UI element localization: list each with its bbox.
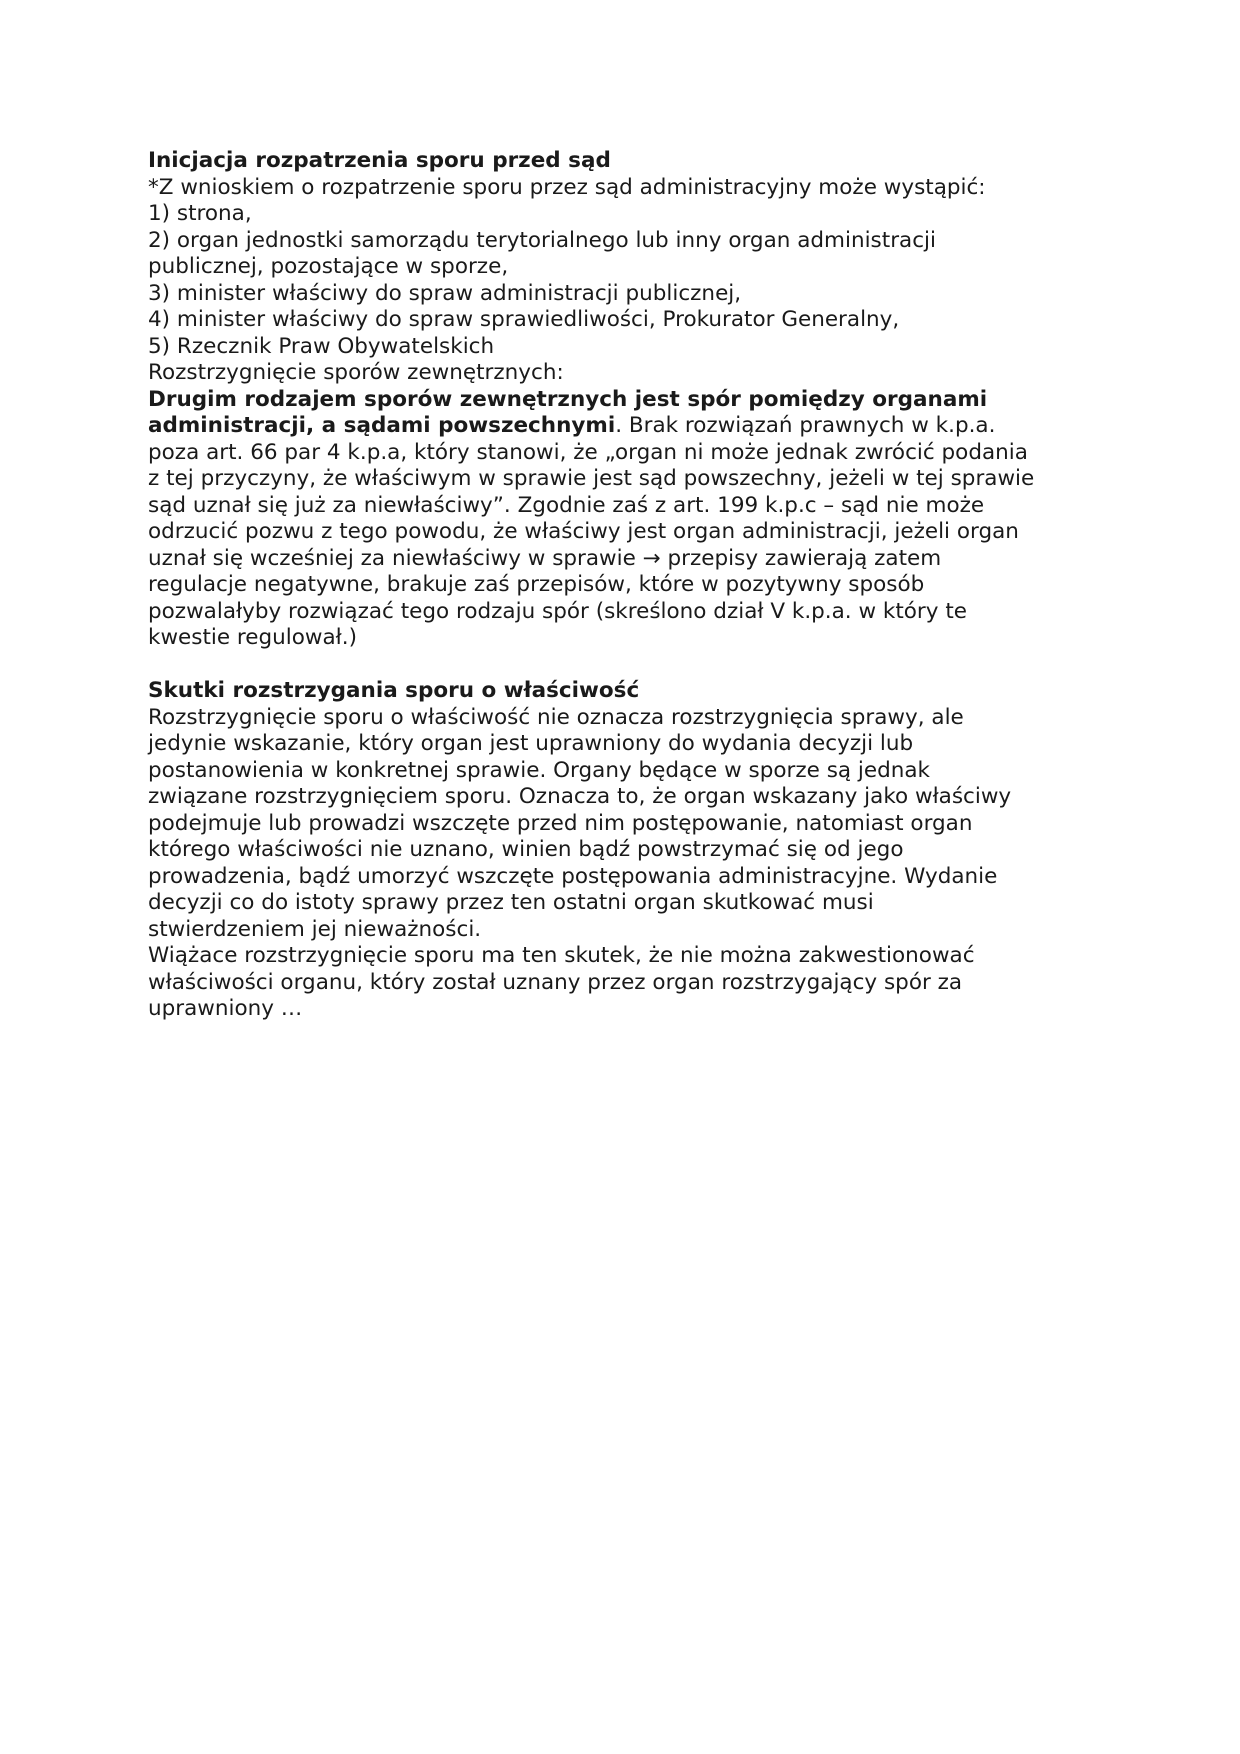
list-item: 2) organ jednostki samorządu terytorialnego lub inny organ administracji [148,227,936,253]
list-item: publicznej, pozostające w sporze, [148,254,509,279]
paragraph-line: uznał się wcześniej za niewłaściwy w sprawie → przepisy zawierają zatem [148,545,942,571]
paragraph-spacer [148,652,1098,679]
list-item: 3) minister właściwy do spraw administracji publicznej, [148,280,742,306]
paragraph-line: poza art. 66 par 4 k.p.a, który stanowi, że „organ ni może jednak zwrócić podania [148,439,1028,465]
list-item: 1) strona, [148,201,252,226]
document-page [148,148,1098,1023]
section-heading-initiation: Inicjacja rozpatrzenia sporu przed sąd [148,148,611,173]
paragraph-line: stwierdzeniem jej nieważności. [148,916,482,942]
section-heading-effects: Skutki rozstrzygania sporu o właściwość [148,678,640,703]
paragraph-bold-line: Drugim rodzajem sporów zewnętrznych jest spór pomiędzy organami [148,386,988,412]
paragraph-line: kwestie regulował.) [148,625,358,650]
paragraph-line: którego właściwości nie uznano, winien bądź powstrzymać się od jego [148,837,904,862]
list-item: 5) Rzecznik Praw Obywatelskich [148,333,495,359]
paragraph-line [148,413,1098,440]
paragraph-line: pozwalałyby rozwiązać tego rodzaju spór (skreślono dział V k.p.a. w który te [148,598,967,624]
paragraph-line: odrzucić pozwu z tego powodu, że właściwy jest organ administracji, jeżeli organ [148,519,1019,544]
paragraph-line: związane rozstrzygnięciem sporu. Oznacza to, że organ wskazany jako właściwy [148,784,1012,809]
subheading-external-disputes: Rozstrzygnięcie sporów zewnętrznych: [148,360,564,385]
paragraph-fragment: . Brak rozwiązań prawnych w k.p.a. [615,413,996,438]
paragraph-line: regulacje negatywne, brakuje zaś przepisów, które w pozytywny sposób [148,572,925,597]
paragraph-line: postanowienia w konkretnej sprawie. Organy będące w sporze są jednak [148,757,931,783]
paragraph-line: właściwości organu, który został uznany przez organ rozstrzygający spór za [148,969,963,995]
paragraph-line: prowadzenia, bądź umorzyć wszczęte postępowania administracyjne. Wydanie [148,863,998,889]
list-item: 4) minister właściwy do spraw sprawiedliwości, Prokurator Generalny, [148,307,900,332]
paragraph-line: decyzji co do istoty sprawy przez ten ostatni organ skutkować musi [148,890,874,915]
intro-text: *Z wnioskiem o rozpatrzenie sporu przez sąd administracyjny może wystąpić: [148,174,986,200]
paragraph-line: sąd uznał się już za niewłaściwy”. Zgodnie zaś z art. 199 k.p.c – sąd nie może [148,492,985,518]
paragraph-line: podejmuje lub prowadzi wszczęte przed nim postępowanie, natomiast organ [148,810,973,836]
paragraph-line: jedynie wskazanie, który organ jest uprawniony do wydania decyzji lub [148,731,914,756]
paragraph-line: Rozstrzygnięcie sporu o właściwość nie oznacza rozstrzygnięcia sprawy, ale [148,704,964,730]
paragraph-line: Wiążace rozstrzygnięcie sporu ma ten skutek, że nie można zakwestionować [148,943,975,968]
paragraph-line: z tej przyczyny, że właściwym w sprawie jest sąd powszechny, jeżeli w tej sprawie [148,466,1035,491]
paragraph-bold-fragment: administracji, a sądami powszechnymi [148,413,616,438]
paragraph-line: uprawniony … [148,996,303,1021]
